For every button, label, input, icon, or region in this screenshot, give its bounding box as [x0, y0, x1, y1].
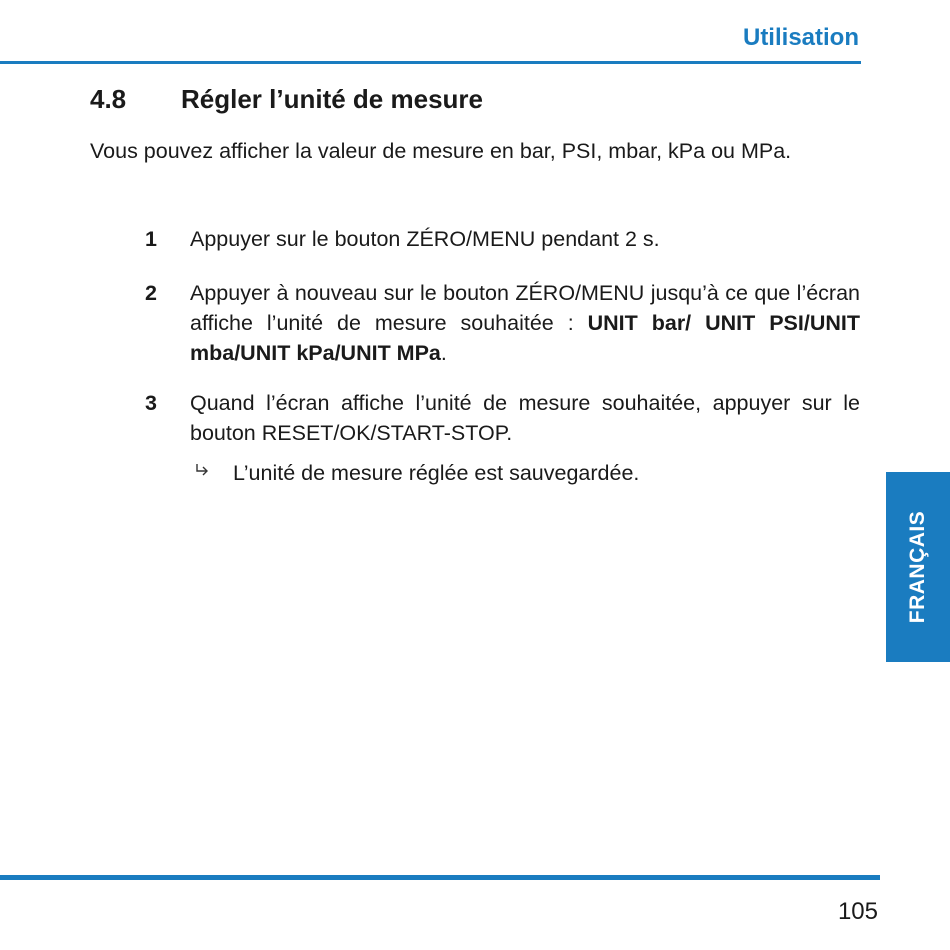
step-number: 1	[145, 227, 157, 251]
step-item	[145, 278, 860, 368]
step-text-main: Appuyer à nouveau sur le bouton ZÉRO/MENU jusqu’à ce que l’écran affiche l’unité de mesure souhaitée :	[190, 281, 860, 335]
section-title: Régler l’unité de mesure	[181, 84, 483, 114]
step-item	[145, 388, 860, 448]
footer-rule	[0, 875, 880, 880]
language-tab-label: FRANÇAIS	[906, 510, 929, 624]
step-text: Appuyer sur le bouton ZÉRO/MENU pendant 2 s.	[190, 227, 660, 251]
section-number: 4.8	[90, 84, 127, 114]
unit-options: UNIT bar/ UNIT PSI/UNIT mba/UNIT kPa/UNIT MPa	[190, 311, 860, 365]
step-item	[145, 224, 860, 254]
running-header: Utilisation	[742, 24, 859, 51]
step-text	[190, 278, 860, 368]
intro-paragraph: Vous pouvez afficher la valeur de mesure en bar, PSI, mbar, kPa ou MPa.	[90, 139, 792, 163]
header-rule	[0, 61, 861, 64]
section-heading	[90, 84, 483, 115]
step-number: 3	[145, 391, 157, 415]
step-number: 2	[145, 281, 157, 305]
result-text: L’unité de mesure réglée est sauvegardée.	[233, 461, 640, 485]
step-text-end: .	[440, 341, 447, 365]
result-line	[193, 458, 639, 489]
language-tab	[886, 472, 950, 662]
step-text: Quand l’écran affiche l’unité de mesure souhaitée, appuyer sur le bouton RESET/OK/START-STOP.	[190, 391, 860, 445]
result-arrow-icon	[193, 459, 233, 489]
page-number: 105	[837, 898, 878, 925]
